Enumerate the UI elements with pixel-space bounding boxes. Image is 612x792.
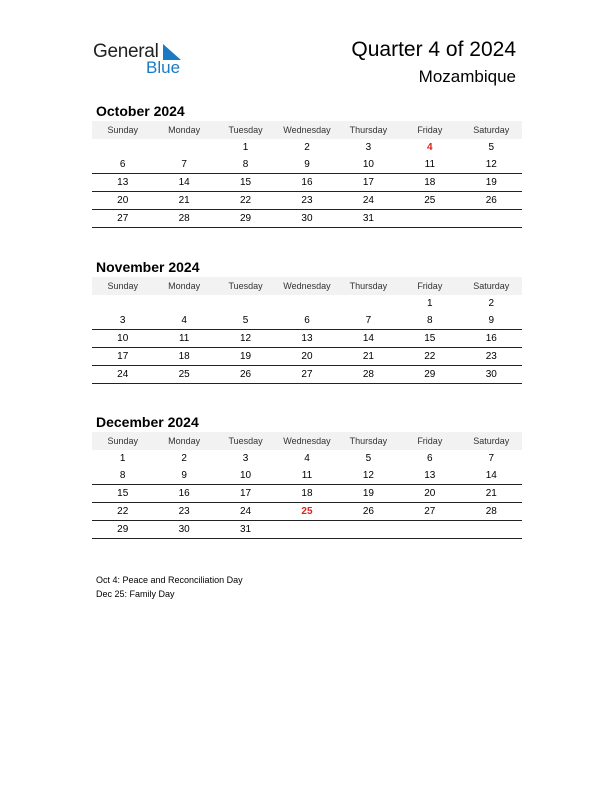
empty-day-cell	[276, 295, 337, 312]
day-cell: 15	[92, 485, 153, 503]
day-cell: 29	[215, 210, 276, 228]
empty-day-cell	[215, 295, 276, 312]
day-cell: 1	[119, 453, 126, 464]
day-cell: 16	[276, 174, 337, 192]
generalblue-logo	[93, 40, 188, 80]
day-cell: 23	[461, 348, 522, 366]
week-row	[92, 366, 522, 384]
empty-day-cell	[276, 521, 337, 539]
day-cell: 12	[461, 156, 522, 174]
day-cell: 30	[276, 210, 337, 228]
week-row	[92, 330, 522, 348]
empty-day-cell	[153, 295, 214, 312]
day-cell: 15	[399, 330, 460, 348]
weekday-header: Tuesday	[215, 121, 276, 139]
day-cell: 21	[461, 485, 522, 503]
calendar-grid	[92, 277, 522, 384]
day-cell: 27	[92, 210, 153, 228]
day-cell: 6	[427, 453, 433, 464]
day-cell: 1	[242, 142, 249, 153]
day-cell: 31	[215, 521, 276, 539]
empty-day-cell	[399, 210, 460, 228]
day-cell: 18	[276, 485, 337, 503]
weekday-header: Tuesday	[215, 432, 276, 450]
week-row	[92, 312, 522, 330]
day-cell: 27	[276, 366, 337, 384]
holiday-note: Oct 4: Peace and Reconciliation Day	[96, 575, 243, 585]
weekday-header-row	[92, 277, 522, 295]
day-cell: 4	[427, 142, 433, 153]
day-cell: 12	[338, 467, 399, 485]
empty-day-cell	[461, 521, 522, 539]
day-cell: 19	[461, 174, 522, 192]
day-cell: 5	[215, 312, 276, 330]
day-cell: 3	[365, 142, 372, 153]
weekday-header: Friday	[399, 277, 460, 295]
day-cell: 9	[461, 312, 522, 330]
day-cell: 5	[365, 453, 372, 464]
day-cell: 20	[276, 348, 337, 366]
empty-day-cell	[461, 210, 522, 228]
day-cell: 10	[215, 467, 276, 485]
day-cell: 8	[92, 467, 153, 485]
weekday-header: Thursday	[338, 121, 399, 139]
day-cell: 14	[153, 174, 214, 192]
day-cell: 29	[92, 521, 153, 539]
day-cell: 15	[215, 174, 276, 192]
weekday-header: Tuesday	[215, 277, 276, 295]
weekday-header: Thursday	[338, 277, 399, 295]
day-cell: 26	[461, 192, 522, 210]
month-november	[92, 257, 522, 384]
day-cell: 19	[338, 485, 399, 503]
day-cell: 26	[338, 503, 399, 521]
day-cell: 17	[92, 348, 153, 366]
logo-blue-text: Blue	[146, 58, 181, 77]
week-row	[92, 521, 522, 539]
weekday-header-row	[92, 121, 522, 139]
day-cell: 2	[181, 453, 187, 464]
day-cell: 4	[153, 312, 214, 330]
day-cell: 8	[215, 156, 276, 174]
empty-day-cell	[399, 521, 460, 539]
day-cell: 13	[399, 467, 460, 485]
day-cell: 8	[399, 312, 460, 330]
day-cell: 11	[276, 467, 337, 485]
week-row	[92, 192, 522, 210]
weekday-header: Saturday	[461, 432, 522, 450]
empty-day-cell	[338, 521, 399, 539]
day-cell: 17	[338, 174, 399, 192]
page-title: Quarter 4 of 2024	[351, 38, 516, 61]
day-cell: 11	[153, 330, 214, 348]
day-cell: 6	[92, 156, 153, 174]
week-row	[92, 210, 522, 228]
day-cell: 14	[461, 467, 522, 485]
day-cell: 11	[399, 156, 460, 174]
day-cell: 7	[338, 312, 399, 330]
day-cell: 4	[304, 453, 310, 464]
day-cell: 31	[338, 210, 399, 228]
day-cell: 16	[461, 330, 522, 348]
week-row	[92, 450, 522, 467]
weekday-header: Wednesday	[276, 277, 337, 295]
calendar-grid	[92, 121, 522, 228]
weekday-header: Saturday	[461, 277, 522, 295]
holiday-note: Dec 25: Family Day	[96, 589, 175, 599]
day-cell: 9	[153, 467, 214, 485]
week-row	[92, 156, 522, 174]
day-cell: 22	[215, 192, 276, 210]
day-cell: 2	[304, 142, 310, 153]
weekday-header: Wednesday	[276, 121, 337, 139]
weekday-header: Monday	[153, 277, 214, 295]
day-cell: 20	[399, 485, 460, 503]
day-cell: 29	[399, 366, 460, 384]
empty-day-cell	[92, 139, 153, 156]
day-cell: 10	[92, 330, 153, 348]
day-cell: 28	[461, 503, 522, 521]
day-cell: 2	[488, 298, 495, 309]
weekday-header: Saturday	[461, 121, 522, 139]
day-cell: 9	[276, 156, 337, 174]
day-cell: 10	[338, 156, 399, 174]
day-cell: 19	[215, 348, 276, 366]
day-cell: 16	[153, 485, 214, 503]
weekday-header: Sunday	[92, 121, 153, 139]
month-title: December 2024	[96, 414, 199, 430]
day-cell: 7	[488, 453, 495, 464]
day-cell: 18	[399, 174, 460, 192]
day-cell: 18	[153, 348, 214, 366]
weekday-header: Wednesday	[276, 432, 337, 450]
day-cell: 26	[215, 366, 276, 384]
day-cell: 7	[153, 156, 214, 174]
day-cell: 24	[215, 503, 276, 521]
day-cell: 24	[92, 366, 153, 384]
day-cell: 12	[215, 330, 276, 348]
weekday-header: Sunday	[92, 432, 153, 450]
day-cell: 25	[153, 366, 214, 384]
holiday-notes	[96, 573, 243, 601]
day-cell: 27	[399, 503, 460, 521]
week-row	[92, 174, 522, 192]
week-row	[92, 485, 522, 503]
weekday-header: Monday	[153, 121, 214, 139]
week-row	[92, 503, 522, 521]
month-title: November 2024	[96, 259, 200, 275]
country-name: Mozambique	[418, 67, 516, 86]
day-cell: 28	[153, 210, 214, 228]
week-row	[92, 139, 522, 156]
day-cell: 1	[427, 298, 433, 309]
day-cell: 25	[399, 192, 460, 210]
day-cell: 5	[488, 142, 495, 153]
week-row	[92, 467, 522, 485]
day-cell: 13	[92, 174, 153, 192]
empty-day-cell	[338, 295, 399, 312]
calendar-grid	[92, 432, 522, 539]
day-cell: 3	[92, 312, 153, 330]
weekday-header: Thursday	[338, 432, 399, 450]
logo-general-text: General	[93, 41, 159, 62]
empty-day-cell	[153, 139, 214, 156]
day-cell: 13	[276, 330, 337, 348]
day-cell: 30	[461, 366, 522, 384]
month-title: October 2024	[96, 103, 185, 119]
empty-day-cell	[92, 295, 153, 312]
week-row	[92, 295, 522, 312]
day-cell: 20	[92, 192, 153, 210]
month-october	[92, 101, 522, 228]
weekday-header: Sunday	[92, 277, 153, 295]
weekday-header: Friday	[399, 121, 460, 139]
day-cell: 17	[215, 485, 276, 503]
day-cell: 21	[338, 348, 399, 366]
day-cell: 23	[153, 503, 214, 521]
day-cell: 30	[153, 521, 214, 539]
weekday-header: Monday	[153, 432, 214, 450]
day-cell: 22	[399, 348, 460, 366]
day-cell: 21	[153, 192, 214, 210]
weekday-header-row	[92, 432, 522, 450]
day-cell: 6	[276, 312, 337, 330]
month-december	[92, 412, 522, 539]
day-cell: 22	[92, 503, 153, 521]
weekday-header: Friday	[399, 432, 460, 450]
day-cell: 28	[338, 366, 399, 384]
day-cell: 23	[276, 192, 337, 210]
week-row	[92, 348, 522, 366]
day-cell: 24	[338, 192, 399, 210]
day-cell: 25	[276, 503, 337, 521]
day-cell: 14	[338, 330, 399, 348]
day-cell: 3	[242, 453, 249, 464]
